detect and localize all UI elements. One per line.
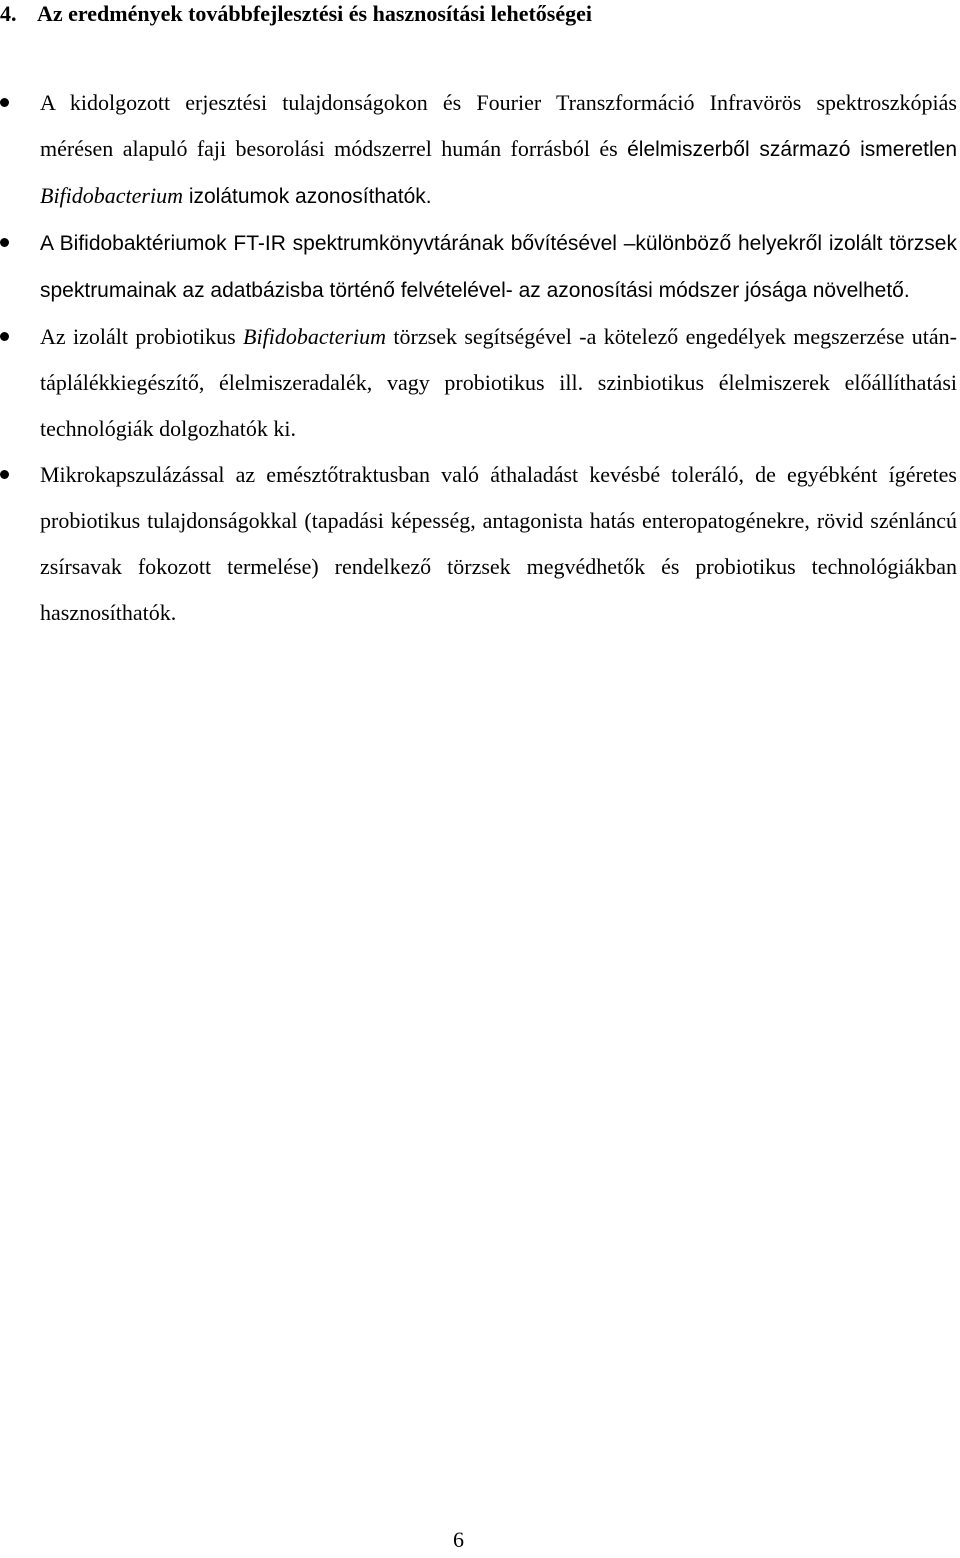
results-bullet-list (0, 80, 957, 636)
list-item-text: izolátumok azonosíthatók. (182, 185, 432, 208)
italic-term: Bifidobacterium (40, 183, 183, 208)
list-item-text: A kidolgozott erjesztési tulajdonságokon és Fourier Transzformáció Infravörös spektroszkópiás mérésen alapuló faji besorolási módszerrel humán forrásból és (40, 90, 957, 161)
page-number: 6 (453, 1527, 464, 1552)
list-item (0, 80, 957, 220)
section-heading (0, 0, 592, 28)
bullet-icon (0, 98, 9, 107)
italic-term: Bifidobacterium (243, 324, 387, 349)
list-item (0, 452, 957, 636)
list-item-text: A Bifidobaktériumok FT-IR spektrumkönyvtárának bővítésével –különböző helyekről izolált törzsek spektrumainak az adatbázisba történő felvételével- az azonosítási módszer jósága növelhető. (40, 232, 957, 302)
section-number: 4. (0, 1, 17, 26)
list-item (0, 314, 957, 452)
list-item-text: Mikrokapszulázással az emésztőtraktusban való áthaladást kevésbé toleráló, de egyébként ígéretes probiotikus tulajdonságokkal (tapadási képesség, antagonista hatás enteropatogénekre, rövid szénláncú zsírsavak fokozott termelése) rendelkező törzsek megvédhetők és probiotikus technológiákban hasznosíthatók. (40, 462, 957, 625)
bullet-icon (0, 238, 9, 247)
section-title: Az eredmények továbbfejlesztési és hasznosítási lehetőségei (37, 1, 592, 26)
bullet-icon (0, 332, 9, 341)
list-item-text: törzsek segítségével -a kötelező engedélyek megszerzése után- táplálékkiegészítő, élelmiszeradalék, vagy probiotikus ill. szinbiotikus élelmiszerek előállíthatási technológiák dolgozhatók ki. (40, 324, 957, 441)
list-item (0, 220, 957, 314)
bullet-icon (0, 470, 9, 479)
list-item-text: Az izolált probiotikus (40, 324, 244, 349)
list-item-text: élelmiszerből származó ismeretlen (627, 138, 958, 161)
